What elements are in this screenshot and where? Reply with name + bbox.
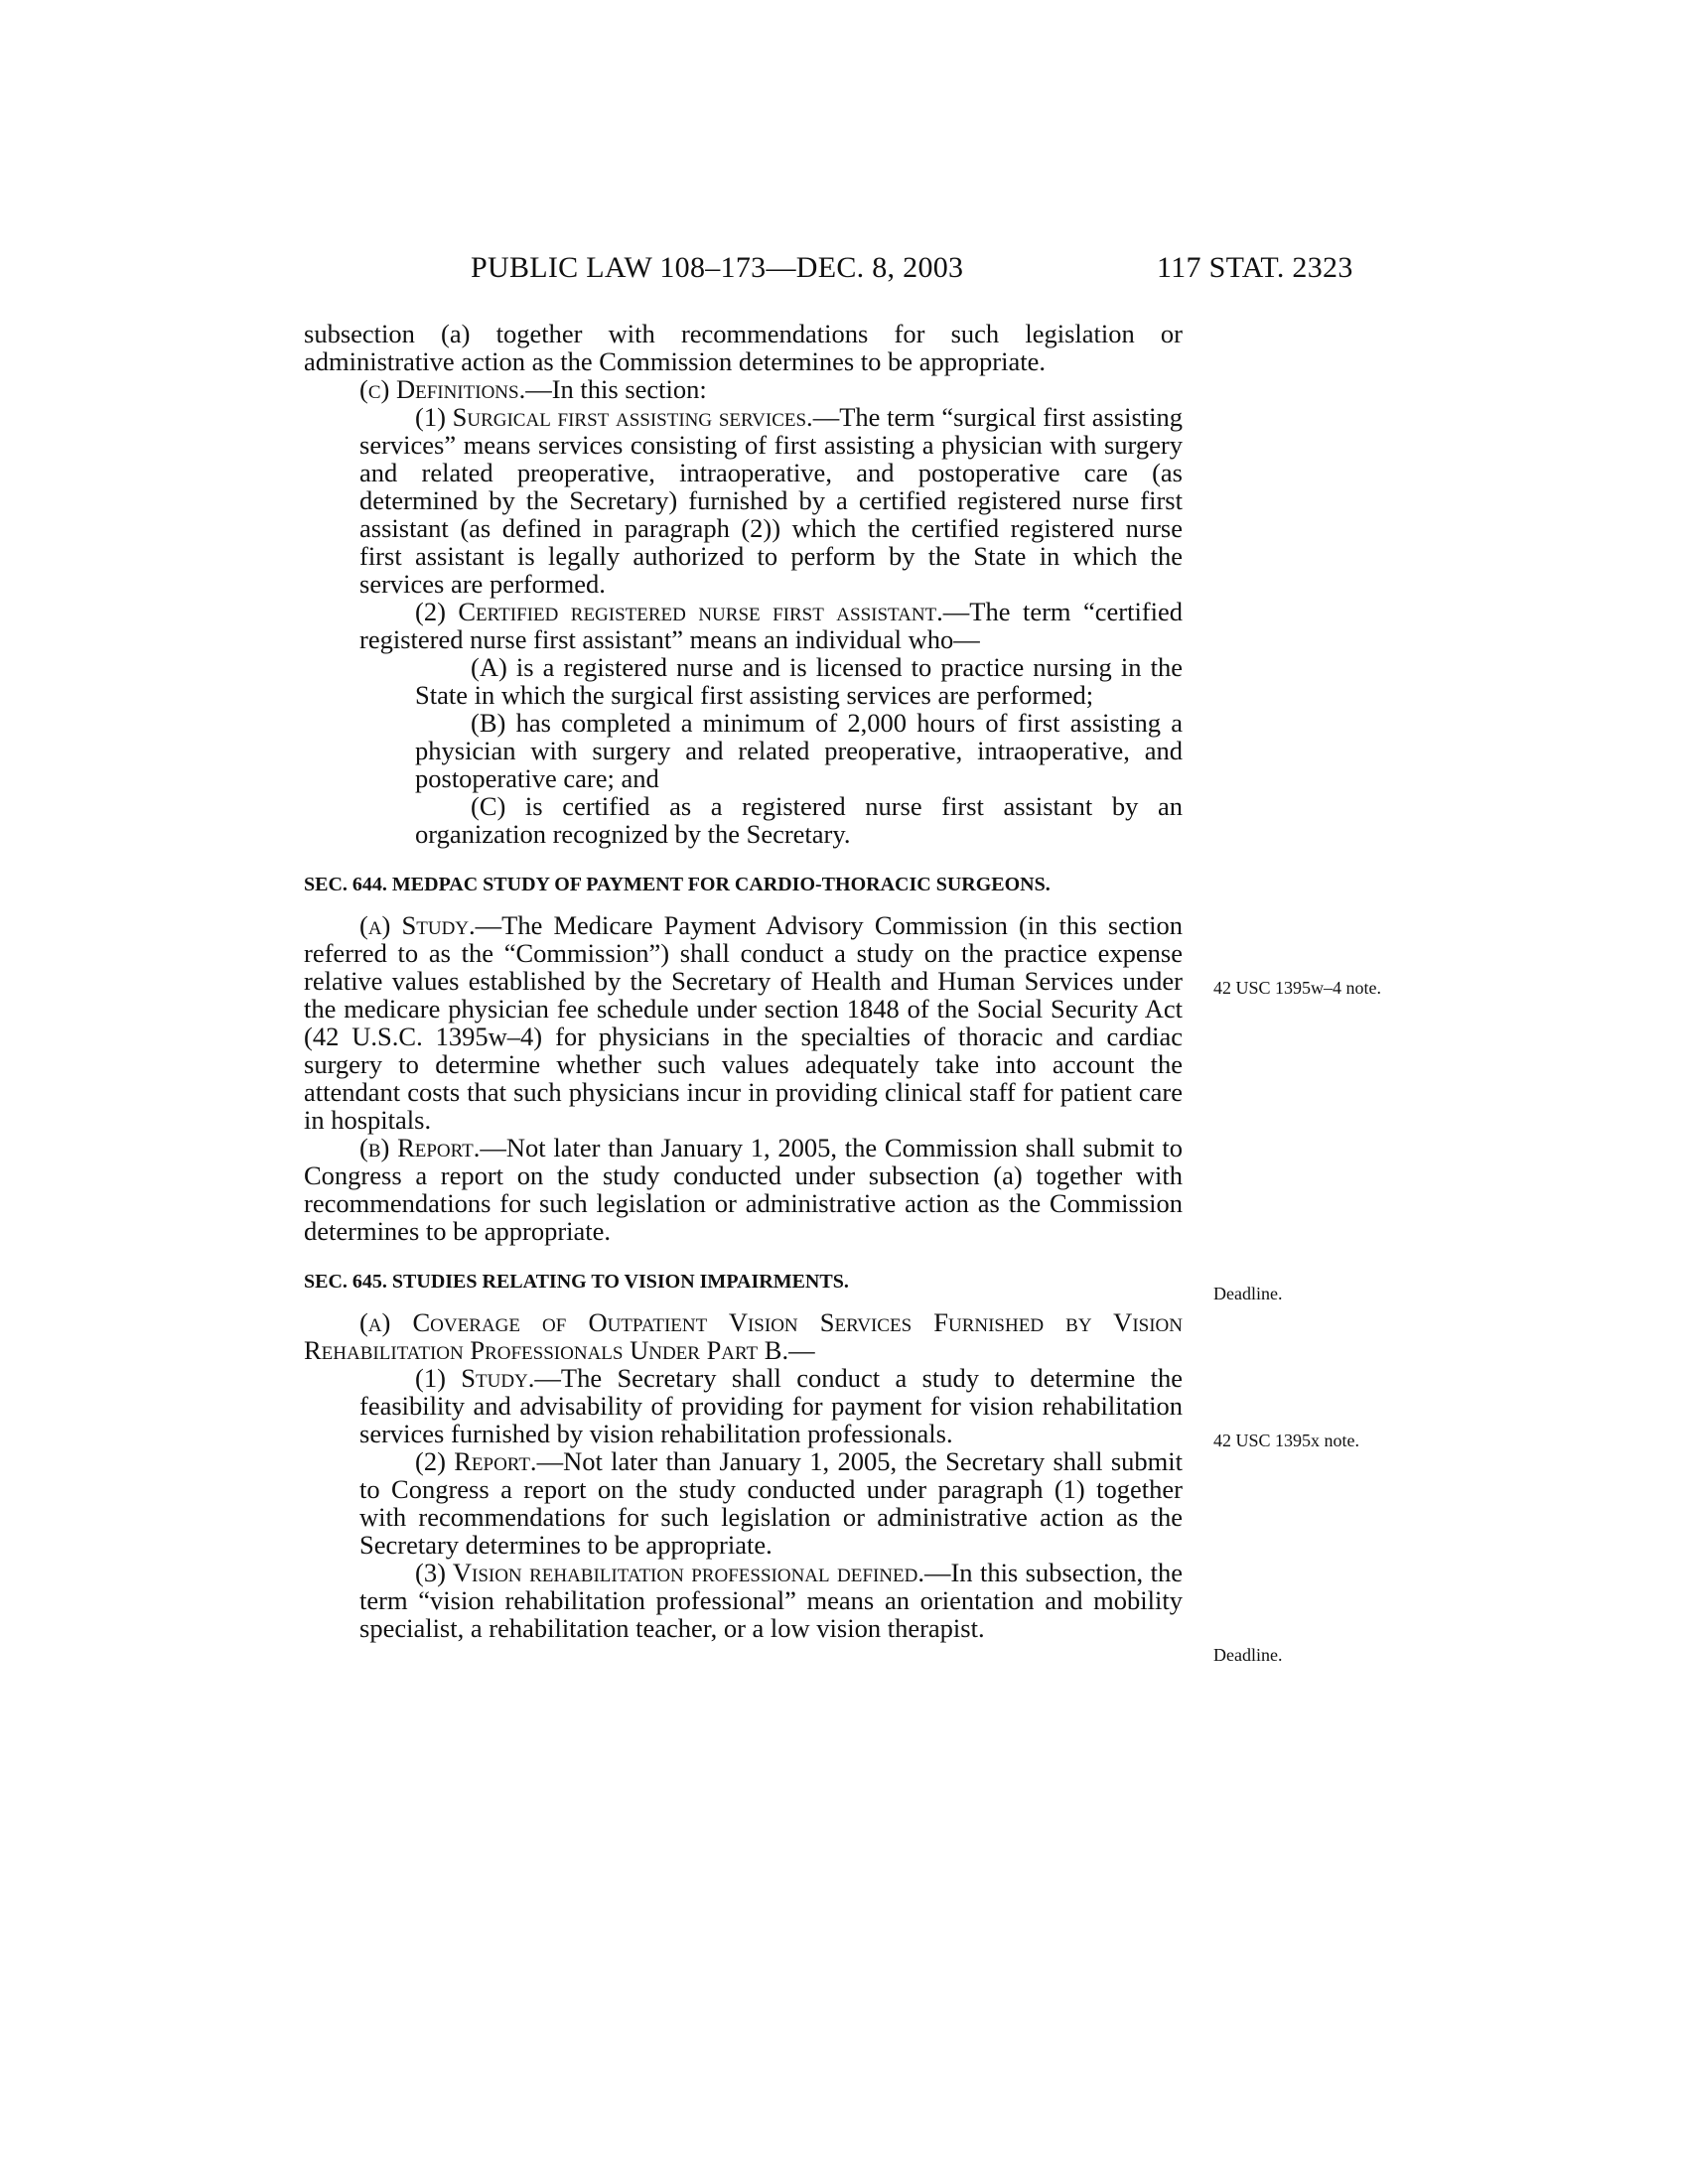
paragraph-cC: (C) is certified as a registered nurse first assistant by an organization recognized by the Secretary.: [415, 791, 1183, 849]
margin-note-644: 42 USC 1395w–4 note.: [1213, 978, 1382, 998]
paragraph-c-text: —In this section:: [525, 374, 707, 404]
paragraph-c-label: (c) Definitions.: [359, 374, 526, 404]
section-644-a-label: (a) Study.: [359, 910, 476, 940]
paragraph-c1-text: —The term “surgical first assisting services” means services consisting of first assisting a physician with surgery and related preoperative, intraoperative, and postoperative care (as determined by the Secretary) furnished by a certified registered nurse first assistant (as defined in paragraph (2)) which the certified registered nurse first assistant is legally authorized to perform by the State in which the services are performed.: [359, 402, 1183, 599]
running-header-title: PUBLIC LAW 108–173—DEC. 8, 2003: [471, 251, 964, 284]
section-645-a2-text: —Not later than January 1, 2005, the Secretary shall submit to Congress a report on the study conducted under paragraph (1) together with recommendations for such legislation or administrative action as the Secretary determines to be appropriate.: [359, 1446, 1183, 1560]
section-645-a1-text: —The Secretary shall conduct a study to determine the feasibility and advisability of providing for payment for vision rehabilitation services furnished by vision rehabilitation professionals.: [359, 1363, 1183, 1448]
section-644-b-text: —Not later than January 1, 2005, the Commission shall submit to Congress a report on the study conducted under subsection (a) together with recommendations for such legislation or administrative action as the Commission determines to be appropriate.: [304, 1133, 1183, 1246]
running-header-stat: 117 STAT. 2323: [1157, 251, 1353, 284]
section-645-a1-label: (1) Study.: [415, 1363, 535, 1393]
section-645-a3: [304, 1559, 1183, 1642]
section-644-a-text: —The Medicare Payment Advisory Commission (in this section referred to as the “Commission”) shall conduct a study on the practice expense relative values established by the Secretary of Health and Human Services under the medicare physician fee schedule under section 1848 of the Social Security Act (42 U.S.C. 1395w–4) for physicians in the specialties of thoracic and cardiac surgery to determine whether such values adequately take into account the attendant costs that such physicians incur in providing clinical staff for patient care in hospitals.: [304, 910, 1183, 1135]
section-644-b-label: (b) Report.: [359, 1133, 481, 1162]
paragraph-c2-label: (2) Certified registered nurse first assistant.: [415, 597, 943, 626]
section-645-a3-text: —In this subsection, the term “vision rehabilitation professional” means an orientation and mobility specialist, a rehabilitation teacher, or a low vision therapist.: [359, 1558, 1183, 1643]
section-645-a: [304, 1308, 1183, 1364]
margin-note-645: 42 USC 1395x note.: [1213, 1431, 1360, 1450]
continuation-paragraph: subsection (a) together with recommendations for such legislation or administrative action as the Commission determines to be appropriate.: [304, 319, 1183, 376]
section-645-a2: [304, 1447, 1183, 1559]
margin-note-deadline-645: Deadline.: [1213, 1645, 1283, 1665]
section-644-a: [304, 911, 1183, 1134]
paragraph-c1: [304, 403, 1183, 598]
section-645-a-text: —: [788, 1335, 815, 1365]
section-645-heading: SEC. 645. STUDIES RELATING TO VISION IMPAIRMENTS.: [304, 1271, 849, 1293]
paragraph-c2: [304, 598, 1183, 653]
paragraph-c: [304, 375, 1183, 403]
section-644-heading: SEC. 644. MEDPAC STUDY OF PAYMENT FOR CARDIO-THORACIC SURGEONS.: [304, 874, 1051, 895]
paragraph-cA: (A) is a registered nurse and is licensed to practice nursing in the State in which the surgical first assisting services are performed;: [415, 652, 1183, 710]
section-645-a1: [304, 1364, 1183, 1447]
body-text: [304, 320, 1183, 1642]
paragraph-cB: (B) has completed a minimum of 2,000 hours of first assisting a physician with surgery and related preoperative, intraoperative, and postoperative care; and: [415, 708, 1183, 793]
paragraph-c2-text: —The term “certified registered nurse first assistant” means an individual who—: [359, 597, 1184, 654]
paragraph-c1-label: (1) Surgical first assisting services.: [415, 402, 813, 432]
section-645-a2-label: (2) Report.: [415, 1446, 537, 1476]
section-645-a-label: (a) Coverage of Outpatient Vision Services Furnished by Vision Rehabilitation Professionals Under Part B.: [304, 1307, 1183, 1365]
margin-note-deadline-644: Deadline.: [1213, 1284, 1283, 1303]
section-645-a3-label: (3) Vision rehabilitation professional defined.: [415, 1558, 924, 1587]
section-644-b: [304, 1134, 1183, 1245]
